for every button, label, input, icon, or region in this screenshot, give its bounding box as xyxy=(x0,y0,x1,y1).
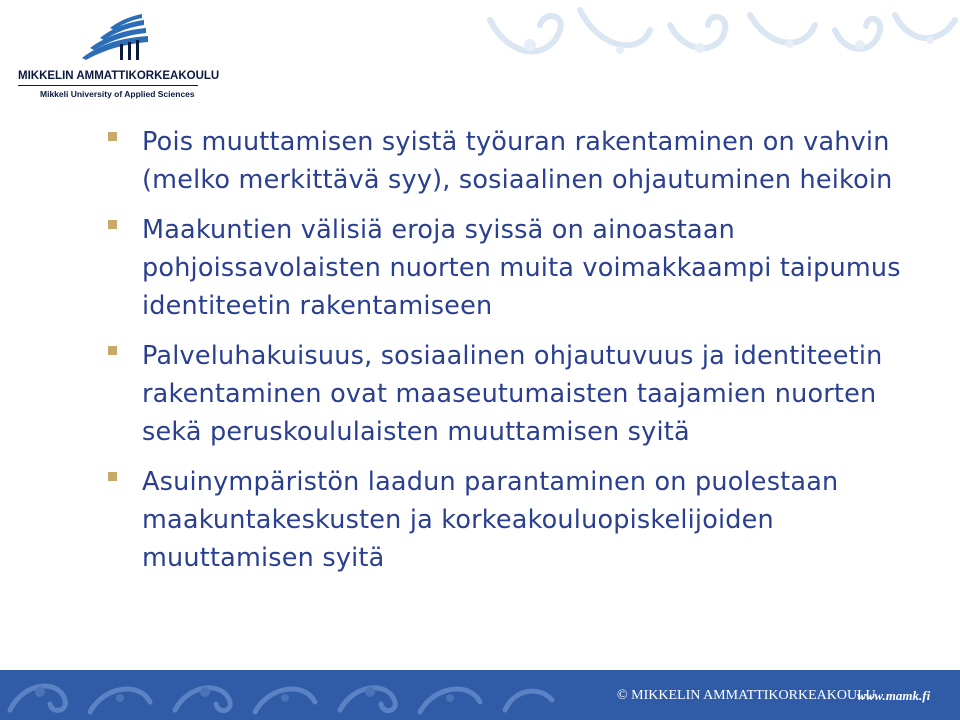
bullet-marker-icon xyxy=(108,472,117,481)
university-logo xyxy=(18,14,220,99)
footer-band xyxy=(0,670,960,720)
logo-divider xyxy=(18,85,198,86)
bullet-marker-icon xyxy=(108,220,117,229)
footer-copyright: © MIKKELIN AMMATTIKORKEAKOULU xyxy=(617,688,876,703)
footer-url: www.mamk.fi xyxy=(857,688,931,703)
bullet-item xyxy=(104,337,904,451)
bullet-text: Palveluhakuisuus, sosiaalinen ohjautuvuus ja identiteetin rakentaminen ovat maaseutumaisten taajamien nuorten sekä peruskoululaisten muuttamisen syitä xyxy=(142,341,883,447)
decorative-swirl-icon xyxy=(0,670,560,720)
bullet-marker-icon xyxy=(108,346,117,355)
logo-name: MIKKELIN AMMATTIKORKEAKOULU xyxy=(18,70,220,82)
bullet-item xyxy=(104,123,904,199)
bullet-text: Pois muuttamisen syistä työuran rakentaminen on vahvin (melko merkittävä syy), sosiaalinen ohjautuminen heikoin xyxy=(142,127,893,195)
logo-subtitle: Mikkeli University of Applied Sciences xyxy=(40,89,195,99)
bullet-item xyxy=(104,463,904,577)
bullet-text: Maakuntien välisiä eroja syissä on ainoastaan pohjoissavolaisten nuorten muita voimakkaampi taipumus identiteetin rakentamiseen xyxy=(142,215,901,321)
bullet-item xyxy=(104,211,904,325)
bullet-marker-icon xyxy=(108,132,117,141)
decorative-swirl-icon xyxy=(470,0,960,70)
university-logo-icon xyxy=(80,14,150,62)
bullet-text: Asuinympäristön laadun parantaminen on puolestaan maakuntakeskusten ja korkeakouluopiskelijoiden muuttamisen syitä xyxy=(142,467,839,573)
bullet-list xyxy=(104,123,904,589)
